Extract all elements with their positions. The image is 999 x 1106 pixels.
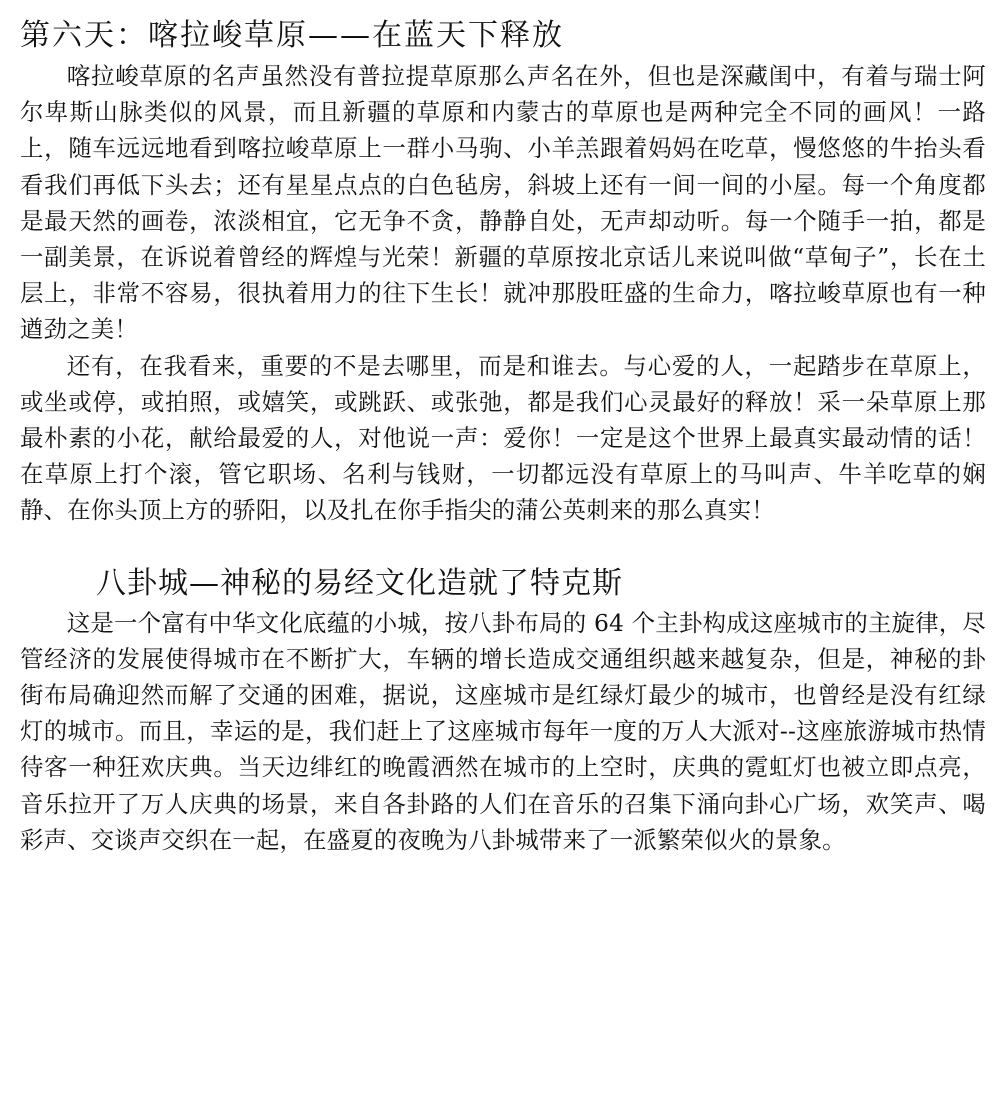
section-gap: [20, 529, 986, 563]
paragraph: 还有，在我看来，重要的不是去哪里，而是和谁去。与心爱的人，一起踏步在草原上，或坐或停，或拍照，或嬉笑，或跳跃、或张弛，都是我们心灵最好的释放！采一朵草原上那最朴素的小花，献给最爱的人，对他说一声：爱你！一定是这个世界上最真实最动情的话！在草原上打个滚，管它职场、名利与钱财，一切都远没有草原上的马叫声、牛羊吃草的娴静、在你头顶上方的骄阳，以及扎在你手指尖的蒲公英刺来的那么真实！: [20, 351, 986, 525]
section-title-bagua-city: 八卦城—神秘的易经文化造就了特克斯: [96, 565, 623, 601]
paragraph: 这是一个富有中华文化底蕴的小城，按八卦布局的 64 个主卦构成这座城市的主旋律，尽管经济的发展使得城市在不断扩大，车辆的增长造成交通组织越来越复杂，但是，神秘的卦街布局确迎然而解了交通的困难，据说，这座城市是红绿灯最少的城市，也曾经是没有红绿灯的城市。而且，幸运的是，我们赶上了这座城市每年一度的万人大派对--这座旅游城市热情待客一种狂欢庆典。当天边绯红的晚霞洒然在城市的上空时，庆典的霓虹灯也被立即点亮，音乐拉开了万人庆典的场景，来自各卦路的人们在音乐的召集下涌向卦心广场，欢笑声、喝彩声、交谈声交织在一起，在盛夏的夜晚为八卦城带来了一派繁荣似火的景象。: [20, 608, 986, 854]
section-title-day-six: 第六天：喀拉峻草原——在蓝天下释放: [20, 18, 564, 53]
document-page: [20, 14, 986, 858]
paragraph: 喀拉峻草原的名声虽然没有普拉提草原那么声名在外，但也是深藏闺中，有着与瑞士阿尔卑斯山脉类似的风景，而且新疆的草原和内蒙古的草原也是两种完全不同的画风！一路上，随车远远地看到喀拉峻草原上一群小马驹、小羊羔跟着妈妈在吃草，慢悠悠的牛抬头看看我们再低下头去；还有星星点点的白色毡房，斜坡上还有一间一间的小屋。每一个角度都是最天然的画卷，浓淡相宜，它无争不贪，静静自处，无声却动听。每一个随手一拍，都是一副美景，在诉说着曾经的辉煌与光荣！新疆的草原按北京话儿来说叫做“草甸子”，长在土层上，非常不容易，很执着用力的往下生长！就冲那股旺盛的生命力，喀拉峻草原也有一种遒劲之美！: [20, 62, 986, 344]
